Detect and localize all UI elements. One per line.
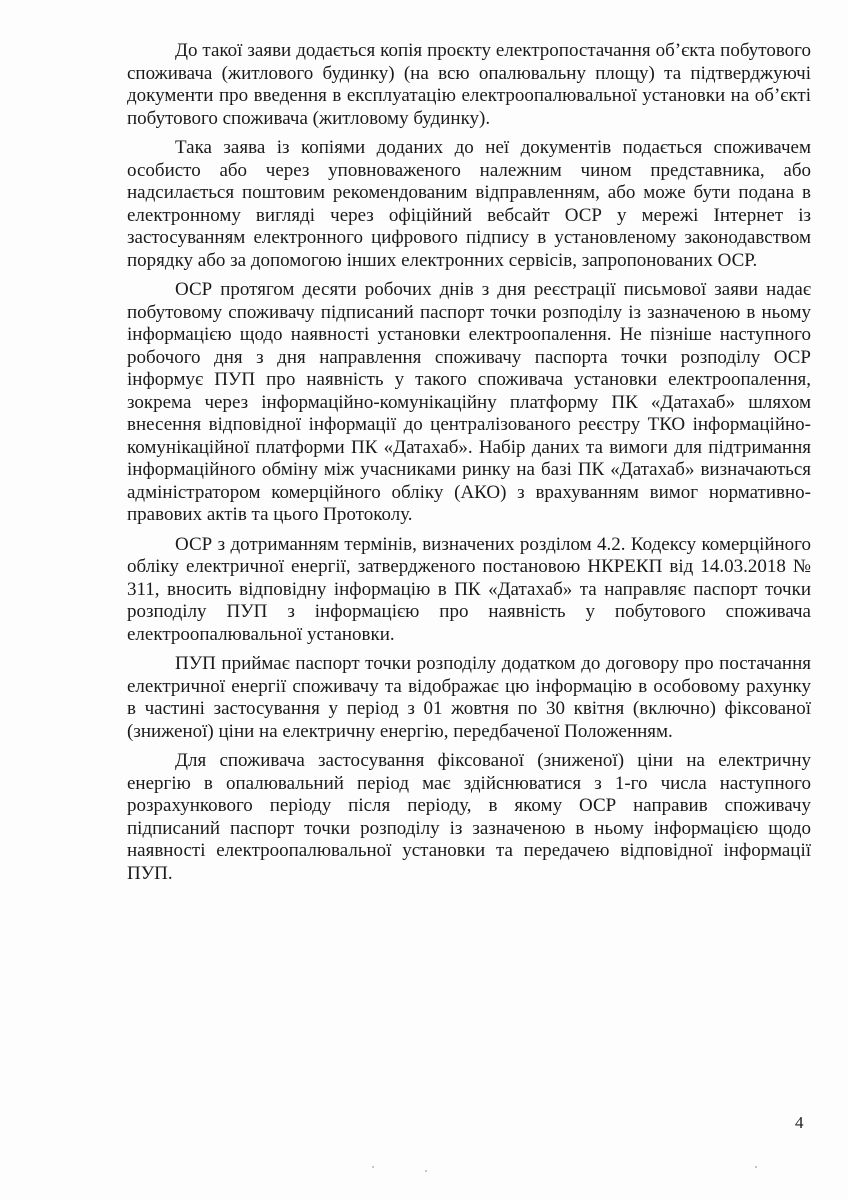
paragraph-6: Для споживача застосування фіксованої (зниженої) ціни на електричну енергію в опалювальний період має здійснюватися з 1-го числа наступного розрахункового періоду після періоду, в якому ОСР направив споживачу підписаний паспорт точки розподілу із зазначеною в ньому інформацією щодо наявності електроопалювальної установки та передачею відповідної інформації ПУП. — [127, 750, 811, 884]
paragraph-3: ОСР протягом десяти робочих днів з дня реєстрації письмової заяви надає побутовому споживачу підписаний паспорт точки розподілу із зазначеною в ньому інформацією щодо наявності установки електроопалення. Не пізніше наступного робочого дня з дня направлення споживачу паспорта точки розподілу ОСР інформує ПУП про наявність у такого споживача установки електроопалення, зокрема через інформаційно-комунікаційну платформу ПК «Датахаб» шляхом внесення відповідної інформації до централізованого реєстру ТКО інформаційно-комунікаційної платформи ПК «Датахаб». Набір даних та вимоги для підтримання інформаційного обміну між учасниками ринку на базі ПК «Датахаб» визначаються адміністратором комерційного обліку (АКО) з врахуванням вимог нормативно-правових актів та цього Протоколу. — [127, 279, 811, 525]
scan-artifact — [755, 1166, 757, 1168]
scan-artifact — [372, 1166, 374, 1168]
paragraph-4: ОСР з дотриманням термінів, визначених розділом 4.2. Кодексу комерційного обліку електричної енергії, затвердженого постановою НКРЕКП від 14.03.2018 № 311, вносить відповідну інформацію в ПК «Датахаб» та направляє паспорт точки розподілу ПУП з інформацією про наявність у побутового споживача електроопалювальної установки. — [127, 533, 811, 645]
page-number: 4 — [795, 1113, 804, 1132]
document-body — [127, 40, 811, 892]
paragraph-5: ПУП приймає паспорт точки розподілу додатком до договору про постачання електричної енергії споживачу та відображає цю інформацію в особовому рахунку в частині застосування у період з 01 жовтня по 30 квітня (включно) фіксованої (зниженої) ціни на електричну енергію, передбаченої Положенням. — [127, 653, 811, 742]
paragraph-2: Така заява із копіями доданих до неї документів подається споживачем особисто або через уповноваженого належним чином представника, або надсилається поштовим рекомендованим відправленням, або може бути подана в електронному вигляді через офіційний вебсайт ОСР у мережі Інтернет із застосуванням електронного цифрового підпису в установленому законодавством порядку або за допомогою інших електронних сервісів, запропонованих ОСР. — [127, 137, 811, 271]
paragraph-1: До такої заяви додається копія проєкту електропостачання об’єкта побутового споживача (житлового будинку) (на всю опалювальну площу) та підтверджуючі документи про введення в експлуатацію електроопалювальної установки на об’єкті побутового споживача (житловому будинку). — [127, 40, 811, 129]
scan-artifact — [425, 1170, 427, 1172]
